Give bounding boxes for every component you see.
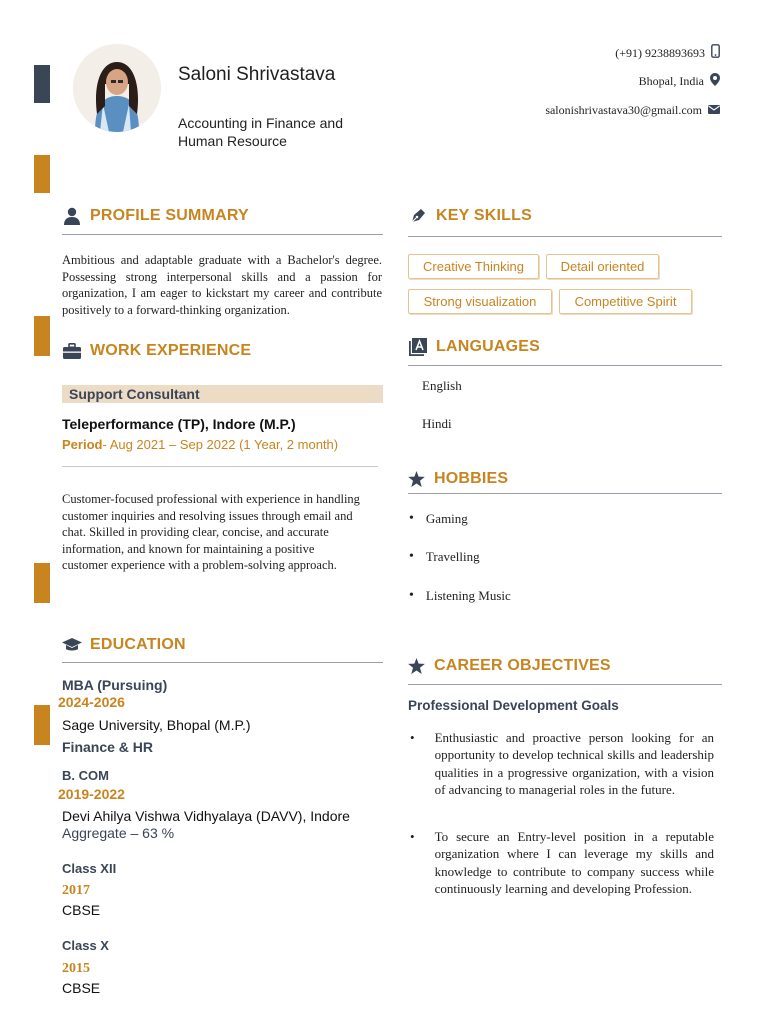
hobbies-divider — [408, 493, 722, 494]
star-icon — [406, 656, 426, 676]
map-pin-icon — [710, 73, 720, 90]
profile-divider — [62, 234, 383, 235]
company-name: Teleperformance (TP), Indore (M.P.) — [62, 416, 296, 432]
decor-bar-dark — [34, 65, 50, 103]
hobbies-heading — [406, 469, 508, 489]
edu-1-institute: Sage University, Bhopal (M.P.) — [62, 717, 251, 733]
hobby-item: • Travelling — [409, 549, 480, 564]
phone-text: (+91) 9238893693 — [615, 45, 705, 60]
edu-2-degree: B. COM — [62, 768, 109, 783]
mobile-phone-icon — [711, 44, 720, 62]
language-item: Hindi — [422, 416, 452, 431]
languages-title: LANGUAGES — [436, 338, 541, 355]
objectives-subtitle: Professional Development Goals — [408, 698, 619, 713]
language-icon — [408, 337, 428, 357]
hobby-item: • Listening Music — [409, 588, 511, 603]
decor-bar-gold-1 — [34, 155, 50, 193]
career-objectives-title: CAREER OBJECTIVES — [434, 657, 611, 674]
edu-1-extra: Finance & HR — [62, 739, 154, 755]
key-skills-title: KEY SKILLS — [436, 207, 532, 224]
hobby-item: • Gaming — [409, 511, 468, 526]
education-heading — [62, 635, 186, 655]
edu-4-degree: Class X — [62, 938, 109, 953]
skill-chip: Competitive Spirit — [559, 289, 692, 314]
skill-chip: Strong visualization — [408, 289, 552, 314]
objective-item: • Enthusiastic and proactive person looking for an opportunity to develop technical skills and leadership qualities in a progressive organization, with a vision of advancing to managerial roles in the future. — [410, 730, 714, 797]
briefcase-icon — [62, 341, 82, 361]
languages-divider — [408, 365, 722, 366]
decor-bar-gold-4 — [34, 705, 50, 745]
envelope-icon — [708, 103, 720, 118]
period-value: - Aug 2021 – Sep 2022 (1 Year, 2 month) — [102, 437, 339, 452]
career-objectives-heading — [406, 656, 611, 676]
edu-4-years: 2015 — [62, 961, 90, 976]
edu-2-institute: Devi Ahilya Vishwa Vidhyalaya (DAVV), Indore — [62, 808, 350, 824]
candidate-name: Saloni Shrivastava — [178, 64, 336, 85]
objectives-divider — [408, 684, 722, 685]
skill-chip: Creative Thinking — [408, 254, 539, 279]
objective-item: • To secure an Entry-level position in a reputable organization where I can leverage my skills and knowledge to contribute to company success while continuously learning and developing Profession. — [410, 829, 714, 896]
education-divider — [62, 662, 383, 663]
pen-icon — [408, 206, 428, 226]
decor-bar-gold-3 — [34, 563, 50, 603]
graduation-cap-icon — [62, 635, 82, 655]
key-skills-heading — [408, 206, 532, 226]
skill-chip: Detail oriented — [546, 254, 659, 279]
edu-2-years: 2019-2022 — [58, 786, 125, 802]
edu-2-extra: Aggregate – 63 % — [62, 825, 175, 841]
candidate-role: Accounting in Finance and Human Resource — [178, 115, 343, 149]
edu-1-degree: MBA (Pursuing) — [62, 677, 168, 693]
decor-bar-gold-2 — [34, 316, 50, 356]
languages-heading — [408, 337, 540, 357]
profile-summary-text: Ambitious and adaptable graduate with a Bachelor's degree. Possessing strong interpersonal skills and a passion for organization, I am eager to kickstart my career and contribute positively to a forward-thinking organization. — [62, 253, 382, 317]
work-experience-heading — [62, 341, 251, 361]
edu-3-institute: CBSE — [62, 902, 101, 918]
skills-divider — [408, 236, 722, 237]
position-band — [62, 385, 383, 403]
contact-email[interactable] — [545, 103, 720, 118]
period-label: Period — [62, 437, 103, 452]
contact-location — [639, 73, 720, 90]
education-title: EDUCATION — [90, 636, 186, 653]
edu-3-degree: Class XII — [62, 861, 117, 876]
position-title: Support Consultant — [69, 386, 200, 402]
email-text: salonishrivastava30@gmail.com — [545, 103, 702, 117]
work-experience-title: WORK EXPERIENCE — [90, 342, 252, 359]
hobby-text: Gaming — [425, 511, 468, 526]
profile-summary-heading — [62, 206, 249, 226]
objective-text: To secure an Entry-level position in a reputable organization where I can leverage my skills and knowledge to contribute to company success while continuously learning and developing Profession. — [434, 829, 714, 896]
location-text: Bhopal, India — [638, 74, 704, 88]
hobby-text: Travelling — [425, 549, 480, 564]
profile-summary-title: PROFILE SUMMARY — [90, 207, 249, 224]
edu-1-years: 2024-2026 — [58, 694, 125, 710]
work-description: Customer-focused professional with experience in handling customer inquiries and resolving issues through email and chat. Skilled in providing clear, concise, and accurate information, and known for maintaining a positive customer experience with a problem-solving approach. — [62, 492, 360, 572]
hobbies-title: HOBBIES — [434, 470, 509, 487]
avatar — [73, 44, 161, 132]
language-item: English — [422, 378, 462, 393]
user-icon — [62, 206, 82, 226]
edu-4-institute: CBSE — [62, 980, 101, 996]
objective-text: Enthusiastic and proactive person looking for an opportunity to develop technical skills and leadership qualities in a progressive organization, with a vision of advancing to managerial roles in the future. — [434, 730, 714, 797]
contact-phone[interactable] — [615, 44, 720, 62]
work-divider — [62, 466, 378, 467]
edu-3-years: 2017 — [62, 883, 90, 898]
hobby-text: Listening Music — [425, 588, 511, 603]
star-icon — [406, 469, 426, 489]
work-period — [62, 437, 338, 452]
